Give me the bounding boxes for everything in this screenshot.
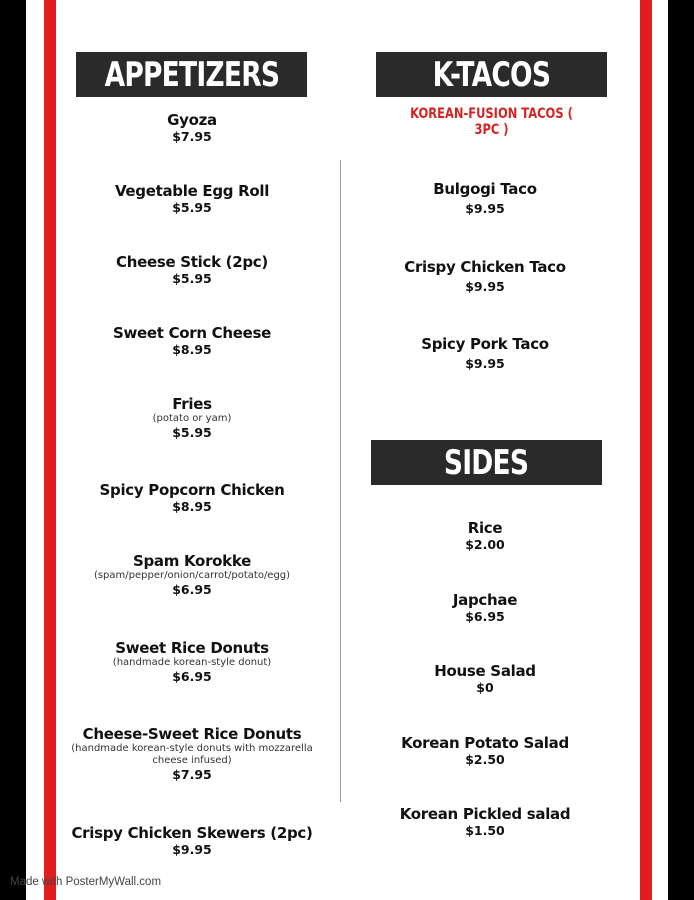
menu-item <box>66 112 318 144</box>
item-name: Korean Pickled salad <box>399 805 571 823</box>
item-price: $1.50 <box>465 823 505 838</box>
item-price: $9.95 <box>172 842 212 857</box>
item-price: $5.95 <box>172 425 212 440</box>
menu-item <box>66 396 318 440</box>
item-name: Rice <box>467 519 503 537</box>
item-price: $6.95 <box>172 669 212 684</box>
menu-item <box>370 735 600 767</box>
menu-item <box>370 181 600 216</box>
menu-item <box>66 183 318 215</box>
item-price: $6.95 <box>172 582 212 597</box>
item-name: Cheese-Sweet Rice Donuts <box>82 725 302 743</box>
left-red-stripe <box>44 0 56 900</box>
item-name: House Salad <box>434 662 536 680</box>
menu-item <box>370 592 600 624</box>
item-price: $0 <box>476 680 494 695</box>
item-price: $6.95 <box>465 609 505 624</box>
appetizers-banner <box>76 52 307 97</box>
item-price: $5.95 <box>172 200 212 215</box>
menu-item <box>66 726 318 782</box>
menu-item <box>66 325 318 357</box>
sides-heading: SIDES <box>444 442 529 483</box>
ktacos-banner <box>376 52 607 97</box>
item-price: $2.50 <box>465 752 505 767</box>
item-description: (handmade korean-style donut) <box>112 657 272 668</box>
menu-item <box>370 259 600 294</box>
menu-item <box>370 663 600 695</box>
item-price: $9.95 <box>465 279 505 294</box>
right-red-stripe <box>640 0 652 900</box>
menu-item <box>66 254 318 286</box>
item-name: Crispy Chicken Taco <box>404 258 566 276</box>
item-name: Fries <box>172 395 212 413</box>
menu-item <box>370 806 600 838</box>
item-price: $7.95 <box>172 767 212 782</box>
item-name: Sweet Corn Cheese <box>112 324 272 342</box>
item-price: $9.95 <box>465 201 505 216</box>
footer-credit[interactable]: Made with PosterMyWall.com <box>10 876 162 888</box>
item-description: (potato or yam) <box>152 413 232 424</box>
item-name: Sweet Rice Donuts <box>115 639 269 657</box>
item-price: $9.95 <box>465 356 505 371</box>
menu-item <box>370 336 600 371</box>
item-price: $5.95 <box>172 271 212 286</box>
item-name: Korean Potato Salad <box>401 734 569 752</box>
item-name: Cheese Stick (2pc) <box>116 253 268 271</box>
item-price: $8.95 <box>172 342 212 357</box>
item-price: $7.95 <box>172 129 212 144</box>
right-black-border <box>668 0 694 900</box>
item-name: Spicy Popcorn Chicken <box>99 481 285 499</box>
item-description: (handmade korean-style donuts with mozzarella cheese infused) <box>71 743 313 766</box>
item-name: Spicy Pork Taco <box>421 335 549 353</box>
menu-item <box>66 825 318 857</box>
item-name: Crispy Chicken Skewers (2pc) <box>71 824 313 842</box>
left-black-border <box>0 0 26 900</box>
column-divider <box>340 160 341 802</box>
item-name: Japchae <box>452 591 518 609</box>
appetizers-heading: APPETIZERS <box>104 54 279 95</box>
menu-item <box>66 482 318 514</box>
item-name: Gyoza <box>167 111 217 129</box>
ktacos-heading: K-TACOS <box>432 54 551 95</box>
sides-banner <box>371 440 602 485</box>
ktacos-subtitle-text: KOREAN-FUSION TACOS ( 3PC ) <box>410 106 573 138</box>
menu-item <box>66 640 318 684</box>
item-price: $8.95 <box>172 499 212 514</box>
item-name: Vegetable Egg Roll <box>114 182 270 200</box>
item-name: Spam Korokke <box>132 552 251 570</box>
menu-item <box>370 520 600 552</box>
menu-item <box>66 553 318 597</box>
item-description: (spam/pepper/onion/carrot/potato/egg) <box>93 570 291 581</box>
item-price: $2.00 <box>465 537 505 552</box>
ktacos-subtitle <box>376 106 607 138</box>
item-name: Bulgogi Taco <box>433 180 537 198</box>
